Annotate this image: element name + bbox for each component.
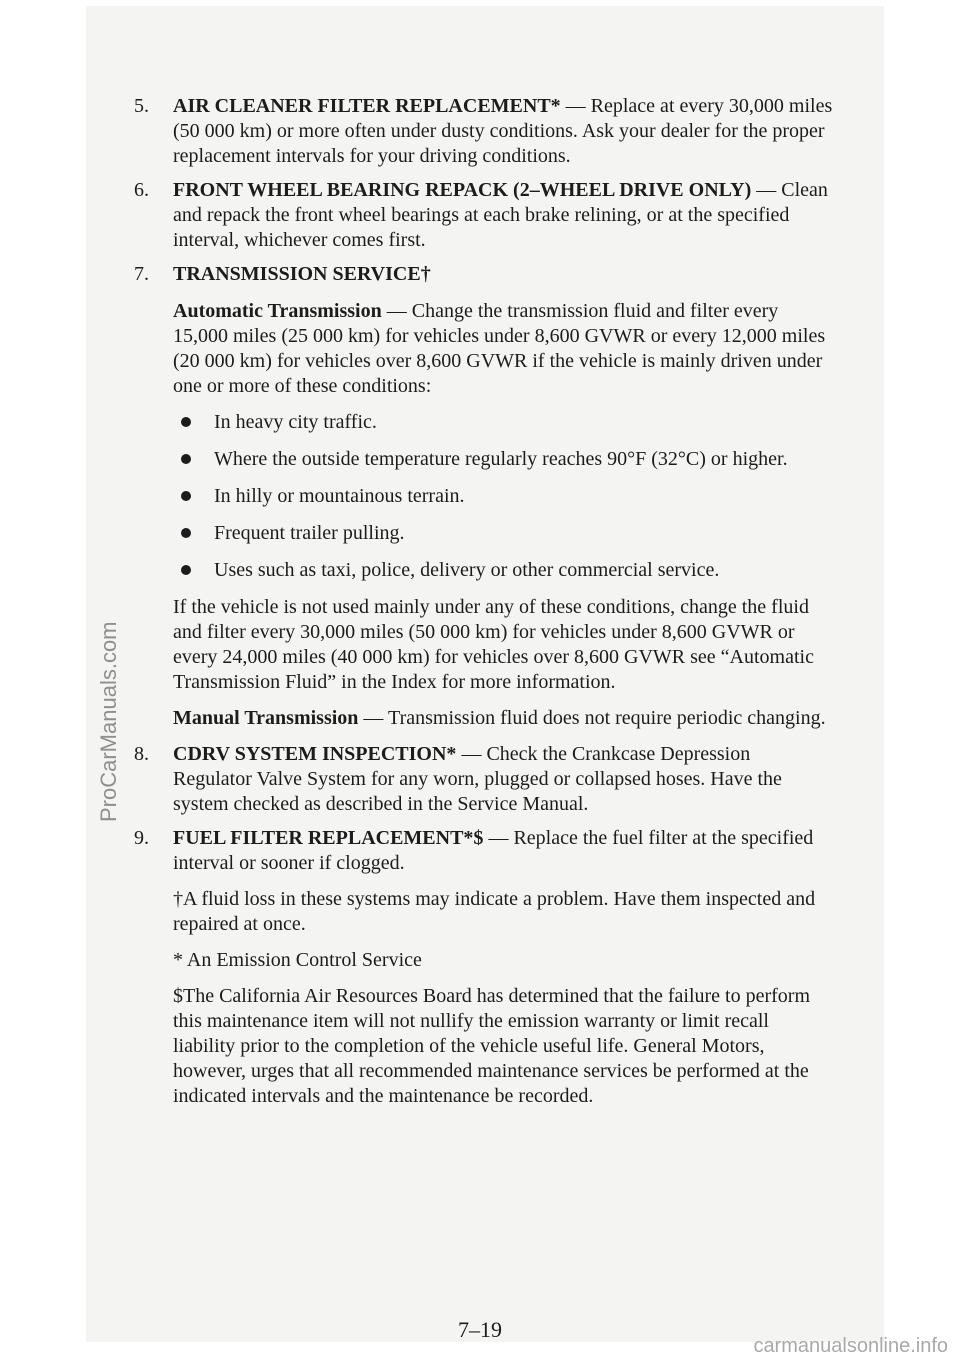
maintenance-item-7 — [134, 262, 834, 287]
automatic-transmission-heading: Automatic Transmission — [173, 300, 382, 322]
bullet-icon — [181, 565, 191, 575]
side-watermark: ProCarManuals.com — [96, 621, 121, 822]
bullet-icon — [181, 528, 191, 538]
list-item: In heavy city traffic. — [134, 410, 834, 435]
bullet-icon — [181, 491, 191, 501]
manual-transmission-text: — Transmission fluid does not require periodic changing. — [358, 707, 826, 729]
item-title: AIR CLEANER FILTER REPLACEMENT* — [173, 95, 561, 117]
item-text: — Clean and repack the front wheel bearings at each brake relining, or at the specified interval, whichever comes first. — [173, 179, 828, 251]
maintenance-item-8 — [134, 742, 834, 817]
item-number: 5. — [134, 95, 149, 117]
conditions-list — [134, 410, 834, 583]
item-title: TRANSMISSION SERVICE† — [173, 263, 431, 285]
list-item: Frequent trailer pulling. — [134, 521, 834, 546]
page-number: 7–19 — [458, 1317, 502, 1342]
maintenance-item-5 — [134, 94, 834, 169]
footnote-emission: * An Emission Control Service — [173, 949, 422, 971]
bullet-icon — [181, 417, 191, 427]
list-item: Uses such as taxi, police, delivery or other commercial service. — [134, 558, 834, 583]
list-item: In hilly or mountainous terrain. — [134, 484, 834, 509]
maintenance-item-6 — [134, 178, 834, 253]
item-title: CDRV SYSTEM INSPECTION* — [173, 743, 457, 765]
item-text: — Replace the fuel filter at the specified interval or sooner if clogged. — [173, 827, 814, 874]
item-text: — Check the Crankcase Depression Regulator Valve System for any worn, plugged or collapsed hoses. Have the system checked as described in the Service Manual. — [173, 743, 782, 815]
footnote-dagger: †A fluid loss in these systems may indicate a problem. Have them inspected and repaired at once. — [173, 888, 816, 935]
bullet-icon — [181, 454, 191, 464]
item-title: FUEL FILTER REPLACEMENT*$ — [173, 827, 484, 849]
manual-transmission-paragraph — [173, 706, 834, 731]
footnote-california: $The California Air Resources Board has determined that the failure to perform this maintenance item will not nullify the emission warranty or limit recall liability prior to the completion of the vehicle useful life. General Motors, however, urges that all recommended maintenance services be performed at the indicated intervals and the maintenance be recorded. — [173, 985, 811, 1107]
list-item: Where the outside temperature regularly reaches 90°F (32°C) or higher. — [134, 447, 834, 472]
item-title: FRONT WHEEL BEARING REPACK (2–WHEEL DRIVE ONLY) — [173, 179, 752, 201]
item-number: 7. — [134, 263, 149, 285]
item-text: — Replace at every 30,000 miles (50 000 km) or more often under dusty conditions. Ask your dealer for the proper replacement intervals for your driving conditions. — [173, 95, 833, 167]
page-content — [134, 94, 834, 1120]
item-number: 8. — [134, 743, 149, 765]
item-number: 6. — [134, 179, 149, 201]
maintenance-item-9 — [134, 826, 834, 876]
automatic-transmission-text: — Change the transmission fluid and filter every 15,000 miles (25 000 km) for vehicles under 8,600 GVWR or every 12,000 miles (20 000 km) for vehicles over 8,600 GVWR if the vehicle is mainly driven under one or more of these conditions: — [173, 300, 826, 397]
not-mainly-paragraph: If the vehicle is not used mainly under any of these conditions, change the fluid and filter every 30,000 miles (50 000 km) for vehicles under 8,600 GVWR or every 24,000 miles (40 000 km) for vehicles over 8,600 GVWR see “Automatic Transmission Fluid” in the Index for more information. — [173, 596, 814, 693]
automatic-transmission-paragraph — [173, 299, 834, 399]
bottom-watermark: carmanualsonline.info — [753, 1335, 948, 1357]
manual-transmission-heading: Manual Transmission — [173, 707, 359, 729]
item-number: 9. — [134, 827, 149, 849]
